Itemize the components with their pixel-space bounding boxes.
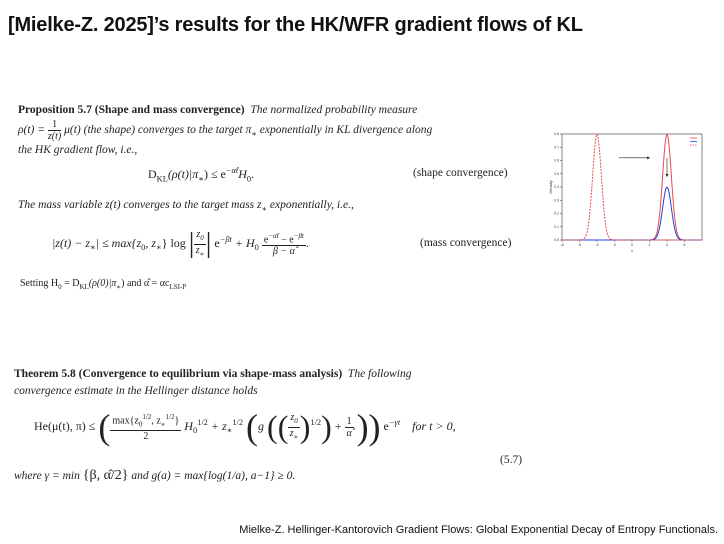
z-ratio: $\frac{z_0}{z_∗}$ bbox=[195, 228, 205, 258]
mass-text-2: exponentially, i.e., bbox=[266, 199, 354, 211]
he-left: He(μ(t), π) ≤ bbox=[34, 418, 96, 433]
theorem-intro: The following bbox=[347, 368, 412, 380]
x-tick-label: -2 bbox=[612, 243, 617, 247]
y-tick-label: 0.8 bbox=[554, 132, 559, 136]
proposition-intro: The normalized probability measure bbox=[250, 104, 418, 116]
setting-1: Setting H bbox=[20, 278, 59, 289]
y-tick-label: 0.6 bbox=[554, 158, 559, 163]
one: 1 bbox=[346, 415, 352, 427]
x-tick-label: -4 bbox=[595, 243, 599, 247]
z-ratio-2: $\frac{z_0}{z_∗}$ bbox=[289, 411, 299, 441]
tag-mass: (mass convergence) bbox=[420, 237, 512, 249]
eq2-plus: + H bbox=[234, 235, 255, 250]
shape-text-2: exponentially in KL divergence along bbox=[256, 124, 433, 137]
max-end: } bbox=[174, 415, 180, 427]
h0: H bbox=[184, 418, 193, 433]
dkl-sub: KL bbox=[156, 174, 168, 184]
alpha: α̂ bbox=[346, 427, 352, 439]
x-tick-label: 0 bbox=[631, 243, 633, 247]
shape-text: μ(t) (the shape) converges to the target π bbox=[64, 124, 252, 137]
footer-citation: Mielke-Z. Hellinger-Kantorovich Gradient Flows: Global Exponential Decay of Entropy Functionals. bbox=[239, 524, 718, 536]
y-tick-label: 0.7 bbox=[554, 145, 559, 150]
eq2-mid2: , z bbox=[145, 235, 156, 250]
frac-den: z(t) bbox=[47, 131, 62, 142]
zsb: z bbox=[289, 427, 294, 439]
y-tick-label: 0.0 bbox=[554, 238, 559, 242]
y-tick-label: 0.2 bbox=[554, 211, 559, 216]
thm-exp: −γt bbox=[388, 417, 401, 427]
setting-3: (ρ(0)|π bbox=[88, 278, 117, 289]
y-tick-label: 0.4 bbox=[554, 185, 559, 189]
eq1-rest: (ρ(t)|π bbox=[167, 167, 199, 181]
where-line bbox=[14, 467, 295, 485]
eq2-left: |z(t) − z bbox=[52, 235, 91, 250]
y-tick-label: 0.1 bbox=[554, 224, 559, 229]
series-line-2 bbox=[562, 134, 702, 240]
setting-5: LSI-P bbox=[169, 283, 187, 291]
x-tick-label: -6 bbox=[577, 243, 582, 247]
eq1-h-sub: 0 bbox=[246, 174, 252, 184]
eq2-e: e bbox=[214, 235, 220, 250]
rho-fraction bbox=[48, 119, 61, 142]
mass-text: The mass variable z(t) converges to the target mass $z_∗$ exponentially, i.e., bbox=[18, 199, 354, 214]
setting-2: = D bbox=[61, 278, 80, 289]
inv-alpha bbox=[345, 416, 354, 439]
fnum-e: e bbox=[263, 234, 269, 246]
where-3: and g(a) = max{log(1/a), a−1} ≥ 0. bbox=[128, 470, 296, 482]
where-1: where γ = min bbox=[14, 470, 80, 482]
series-line-0 bbox=[562, 134, 702, 240]
x-tick-label: 2 bbox=[648, 243, 651, 247]
proposition-label: Proposition 5.7 (Shape and mass convergence) bbox=[18, 104, 245, 116]
fnum-exp1: −α̂t bbox=[268, 231, 279, 240]
eq1-exp: −α̂t bbox=[225, 166, 239, 175]
setting-4: ) and α̂ = αc bbox=[121, 278, 170, 289]
two: 2 bbox=[143, 431, 149, 443]
proposition-block: Proposition 5.7 (Shape and mass convergence) The normalized probability measure ρ(t) = $\frac{1}{z(t)}$ μ(t) (the shape) converges to the target $\pi_∗$ exponentially in KL divergence along the HK gradient flow, i.e., bbox=[18, 102, 533, 159]
eq2-mid: | ≤ max{z bbox=[95, 235, 142, 250]
fnum-exp2: −βt bbox=[293, 231, 304, 240]
y-tick-label: 0.5 bbox=[554, 171, 559, 176]
plot-frame bbox=[562, 134, 702, 240]
eq2-end: . bbox=[305, 235, 309, 250]
for-t: for t > 0, bbox=[412, 418, 456, 433]
g-func: g bbox=[258, 418, 265, 433]
tag-shape: (shape convergence) bbox=[413, 167, 508, 179]
thm-e: e bbox=[383, 418, 389, 433]
plus-z: + z bbox=[210, 418, 227, 433]
y-tick-label: 0.3 bbox=[554, 198, 559, 203]
z0: z bbox=[196, 228, 201, 240]
eq2-exp: −βt bbox=[219, 234, 232, 244]
y-axis-label: Density bbox=[548, 180, 553, 194]
setting-line: Setting $H_0 = D_{KL}(\rho(0)|\pi_∗)$ and α̂ = $\alpha c_{LSI-P}$ bbox=[20, 278, 187, 291]
hk-flow-text: the HK gradient flow, i.e., bbox=[18, 144, 138, 157]
density-chart bbox=[548, 128, 708, 258]
fnum-mid: − e bbox=[278, 234, 294, 246]
frac-num: 1 bbox=[48, 119, 61, 131]
max-frac: $\frac{\max\{z_0^{1/2}, z_∗^{1/2}\}}{2}$ bbox=[112, 412, 180, 443]
eq1-end: . bbox=[251, 167, 255, 181]
tag-5-7: (5.7) bbox=[500, 454, 523, 466]
x-axis-label: x bbox=[631, 248, 633, 253]
dkl: D bbox=[148, 167, 157, 181]
eq2-log: } log bbox=[161, 235, 186, 250]
theorem-block bbox=[14, 366, 544, 400]
rho-def: ρ(t) = bbox=[18, 124, 46, 137]
mass-text-1: The mass variable z(t) converges to the target mass z bbox=[18, 199, 262, 211]
zstar: z bbox=[195, 244, 200, 256]
slide-title: [Mielke-Z. 2025]’s results for the HK/WFR gradient flows of KL bbox=[8, 14, 583, 36]
series-line-1 bbox=[562, 187, 702, 240]
x-tick-label: 6 bbox=[683, 243, 686, 247]
equation-mass: $|z(t) - z_∗| \le \max\{z_0$, $z_∗$} log | $\frac{z_0}{z_∗}$ | $e^{-\beta t} + H_0$ $\frac{e^{-\alphât} - e^{-\beta t}}{\beta - \alphâ}$ . bbox=[52, 228, 309, 259]
x-tick-label: 4 bbox=[666, 243, 668, 247]
where-2: {β, α̂/2} bbox=[82, 468, 129, 483]
theorem-line2: convergence estimate in the Hellinger distance holds bbox=[14, 385, 258, 397]
equation-shape: $D_{KL}(\rho(t)|\pi_∗) \le e^{-\alphât}H_0$. bbox=[148, 166, 255, 184]
plus2: + bbox=[334, 418, 342, 433]
equation-hellinger: He(μ(t), π) ≤ ( $\frac{\max\{z_0^{1/2}, z_∗^{1/2}\}}{2}$ $H_0^{1/2} + z_∗^{1/2}$ (g (( $\frac{z_0}{z_∗}$ )$^{1/2}$) + $\frac{1}{\alphâ}$ )) $e^{-\gamma t}$ for t > 0, bbox=[34, 407, 456, 447]
eq1-tail: ) ≤ e bbox=[203, 167, 226, 181]
eq1-h: H bbox=[238, 167, 247, 181]
exp-diff-frac bbox=[262, 231, 306, 257]
z0b: z bbox=[290, 411, 295, 423]
theorem-label: Theorem 5.8 (Convergence to equilibrium via shape-mass analysis) bbox=[14, 368, 343, 380]
x-tick-label: -8 bbox=[560, 243, 564, 247]
fden: β − α̂ bbox=[272, 246, 295, 258]
max-text: max{z bbox=[112, 415, 139, 427]
